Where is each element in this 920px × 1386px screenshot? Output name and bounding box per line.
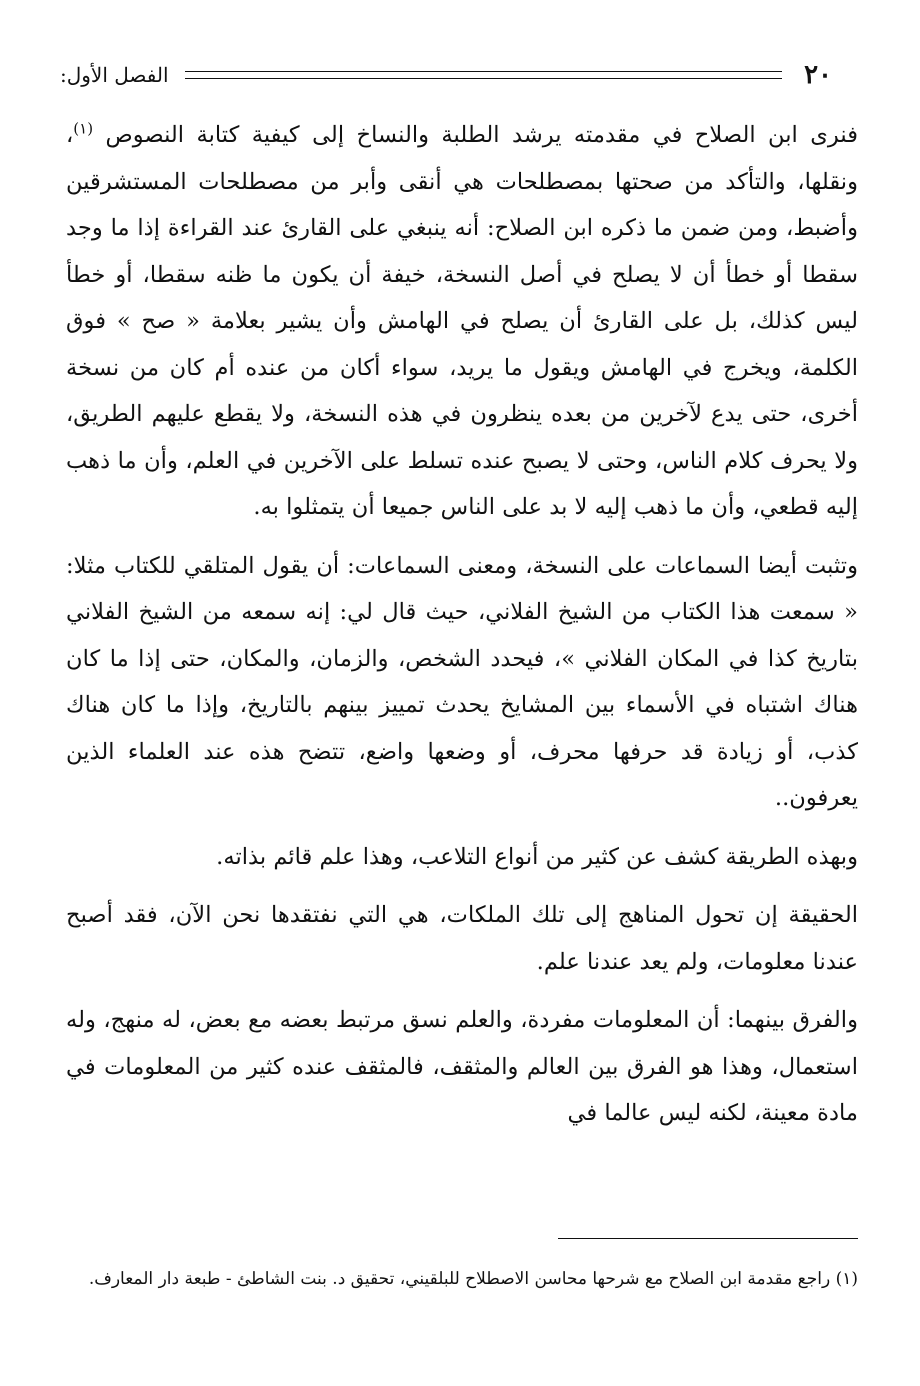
paragraph-1-rest: ، ونقلها، والتأكد من صحتها بمصطلحات هي أنقى وأبر من مصطلحات المستشرقين وأضبط، ومن ضمن ما ذكره ابن الصلاح: أنه ينبغي على القارئ عند القراءة إذا ما وجد سقطا أو خطأ أن لا يصلح في أصل النسخة، خيفة أن يكون ما ظنه سقطا، أو خطأ ليس كذلك، بل على القارئ أن يصلح في الهامش وأن يشير بعلامة « صح » فوق الكلمة، ويخرج في الهامش ويقول ما يريد، سواء أكان من عنده أم كان من نسخة أخرى، حتى يدع لآخرين من بعده ينظرون في هذه النسخة، ولا يقطع عليهم الطريق، ولا يحرف كلام الناس، وحتى لا يصبح عنده تسلط على الآخرين في العلم، وأن ما ذهب إليه قطعي، وأن ما ذهب إليه لا بد على الناس جميعا أن يتمثلوا به. [66, 122, 858, 520]
chapter-title: الفصل الأول: [60, 63, 169, 87]
footnote-reference: (١) [73, 119, 94, 138]
header-double-rule [185, 71, 783, 79]
page-number: ٢٠ [804, 60, 832, 90]
paragraph-5: والفرق بينهما: أن المعلومات مفردة، والعلم نسق مرتبط بعضه مع بعض، له منهج، وله استعمال، وهذا هو الفرق بين العالم والمثقف، فالمثقف عنده كثير من المعلومات في مادة معينة، لكنه ليس عالما في [66, 1007, 858, 1126]
page-header [60, 58, 832, 92]
paragraph-2: وتثبت أيضا السماعات على النسخة، ومعنى السماعات: أن يقول المتلقي للكتاب مثلا: « سمعت هذا الكتاب من الشيخ الفلاني، حيث قال لي: إنه سمعه من الشيخ الفلاني بتاريخ كذا في المكان الفلاني »، فيحدد الشخص، والزمان، والمكان، حتى إذا ما كان هناك اشتباه في الأسماء بين المشايخ يحدث تمييز بينهم بالتاريخ، وإذا ما كان هناك كذب، أو زيادة قد حرفها محرف، أو وضعها واضع، تتضح هذه عند العلماء الذين يعرفون.. [66, 552, 858, 811]
body-text [66, 112, 858, 1137]
paragraph-4: الحقيقة إن تحول المناهج إلى تلك الملكات، هي التي نفتقدها نحن الآن، فقد أصبح عندنا معلومات، ولم يعد عندنا علم. [66, 902, 858, 975]
footnote: (١) راجع مقدمة ابن الصلاح مع شرحها محاسن الاصطلاح للبلقيني، تحقيق د. بنت الشاطئ - طبعة دار المعارف. [88, 1269, 858, 1289]
footnote-separator [558, 1238, 858, 1239]
paragraph-1 [66, 112, 858, 531]
paragraph-3: وبهذه الطريقة كشف عن كثير من أنواع التلاعب، وهذا علم قائم بذاته. [216, 843, 858, 870]
paragraph-1-start: فنرى ابن الصلاح في مقدمته يرشد الطلبة والنساخ إلى كيفية كتابة النصوص [93, 122, 858, 148]
